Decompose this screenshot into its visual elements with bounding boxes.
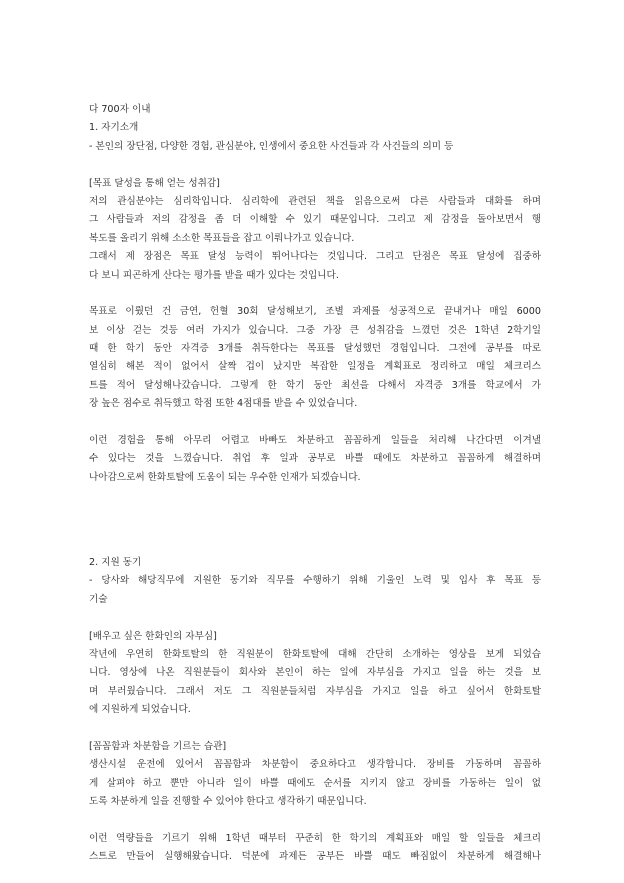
section1-title: 1. 자기소개 [89,122,139,134]
text-line: 때 한 학기 동안 자격증 3개를 취득한다는 목표를 달성했던 경험입니다. 그전에 공부를 따로 [89,343,541,355]
section2-paragraph-3 [89,830,541,867]
text-line: 트를 적어 달성해나갔습니다. 그렇게 한 학기 동안 최선을 다해서 자격증 3개를 학교에서 가 [89,379,541,391]
section2-paragraph-2 [89,756,541,811]
text-line: 그래서 제 장점은 목표 달성 능력이 뛰어나다는 것입니다. 그리고 단점은 목표 달성에 집중하 [89,251,541,263]
spacer [89,414,541,432]
text-line: 며 부러웠습니다. 그래서 저도 그 직원분들처럼 자부심을 가지고 일을 하고 싶어서 한화토탈 [89,685,541,697]
section2-subheading-pride: [배우고 싶은 한화인의 자부심] [89,630,217,642]
section2-description: - 당사와 해당직무에 지원한 동기와 직무를 수행하기 위해 기울인 노력 및 입사 후 목표 등 [89,575,541,587]
spacer [89,524,541,554]
spacer [89,487,541,505]
spacer [89,720,541,738]
text-line: 작년에 우연히 한화토탈의 한 직원분이 한화토탈에 대해 간단히 소개하는 영상을 보게 되었습 [89,648,541,660]
section1-description: - 본인의 장단점, 다양한 경험, 관심분야, 인생에서 중요한 사건들과 각 사건들의 의미 등 [89,140,454,152]
spacer [89,156,541,174]
spacer [89,609,541,627]
section2-paragraph-1 [89,646,541,720]
text-line: 도록 차분하게 일을 진행할 수 있어야 한다고 생각하기 때문입니다. [89,796,367,808]
text-line: 에 지원하게 되었습니다. [89,704,191,716]
spacer [89,285,541,303]
text-line: 게 살펴야 하고 뿐만 아니라 일이 바쁠 때에도 순서를 지키지 않고 장비를 가동하는 일이 없 [89,777,541,789]
text-line: 그 사람들과 저의 감정을 좀 더 이해할 수 있기 때문입니다. 그리고 제 감정을 돌아보면서 행 [89,214,541,226]
text-line: 생산시설 운전에 있어서 꼼꼼함과 차분함이 중요하다고 생각합니다. 장비를 가동하며 꼼꼼하 [89,759,541,771]
section1-subheading-achievement: [목표 달성을 통해 얻는 성취감] [89,177,220,189]
section2-subheading-habits: [꼼꼼함과 차분함을 기르는 습관] [89,740,227,752]
section1-paragraph-1 [89,193,541,285]
text-line: 장 높은 점수로 취득했고 학점 또한 4점대를 받을 수 있었습니다. [89,398,358,410]
text-line: 스트로 만들어 실행해왔습니다. 덕분에 과제든 공부든 바쁠 때도 빠짐없이 차분하게 해결해나 [89,851,541,863]
text-line: 이런 경험을 통해 아무리 어렵고 바빠도 차분하고 꼼꼼하게 일들을 처리해 나간다면 이겨낼 [89,435,541,447]
spacer [89,506,541,524]
header-line: 다 700자 이내 [89,104,151,115]
text-line: 복도를 올리기 위해 소소한 목표들을 잡고 이뤄나가고 있습니다. [89,232,355,244]
text-line: 다 보니 피곤하게 산다는 평가를 받을 때가 있다는 것입니다. [89,269,339,281]
section1-paragraph-2 [89,303,541,413]
spacer [89,811,541,829]
text-line: 나아감으로써 한화토탈에 도움이 되는 우수한 인재가 되겠습니다. [89,471,361,483]
text-line: 이런 역량들을 기르기 위해 1학년 때부터 꾸준히 한 학기의 계획표와 매일 할 일들을 체크리 [89,832,541,844]
text-line: 열심히 해본 적이 없어서 살짝 겁이 났지만 복잡한 일정을 계획표로 정리하고 매일 체크리스 [89,361,541,373]
section1-paragraph-3 [89,432,541,487]
section2-title: 2. 지원 동기 [89,556,142,568]
text-line: 저의 관심분야는 심리학입니다. 심리학에 관련된 책을 읽음으로써 다른 사람들과 대화를 하며 [89,195,541,207]
document-body [89,101,541,867]
section2-description-cont: 기술 [89,593,108,605]
text-line: 목표로 이뤘던 건 금연, 헌혈 30회 달성해보기, 조별 과제를 성공적으로 끝내거나 매일 6000 [89,306,541,318]
text-line: 수 있다는 것을 느꼈습니다. 취업 후 일과 공부로 바쁠 때에도 차분하고 꼼꼼하게 해결하며 [89,453,541,465]
text-line: 보 이상 걷는 것등 여러 가지가 있습니다. 그중 가장 큰 성취감을 느꼈던 것은 1학년 2학기일 [89,324,541,336]
text-line: 니다. 영상에 나온 직원분들이 회사와 본인이 하는 일에 자부심을 가지고 일을 하는 것을 보 [89,667,541,679]
